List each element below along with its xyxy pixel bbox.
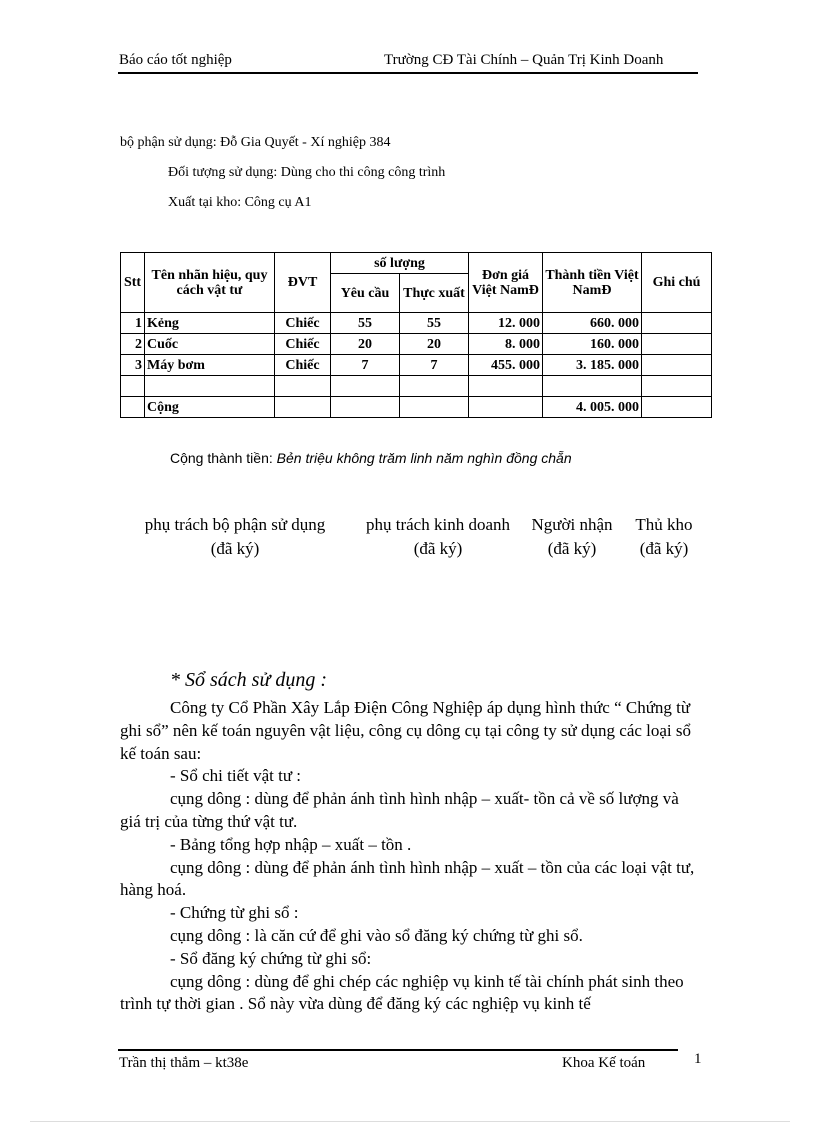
table-total-row [121,397,712,418]
footer-rule [118,1049,678,1051]
signature-title: phụ trách kinh doanh [366,515,510,534]
item-title: - Sổ đăng ký chứng từ ghi sổ: [170,948,372,968]
signature-title: Thủ kho [635,515,693,534]
cell-price: 12. 000 [469,313,543,334]
footer-right: Khoa Kế toán [562,1055,646,1071]
item-desc: cụng dông : dùng để phản ánh tình hình nhập – xuất – tồn của các loại vật tư, hàng hoá. [120,857,695,900]
signature-block [357,513,519,561]
header-stt: Stt [121,253,145,313]
cell-actual: 7 [400,355,469,376]
amount-words-label: Cộng thành tiền: [170,450,273,466]
signature-status: (đã ký) [547,539,597,558]
signature-title: phụ trách bộ phận sử dụng [144,515,326,534]
cell-actual: 20 [400,334,469,355]
total-amount: 4. 005. 000 [543,397,642,418]
header-note: Ghi chú [642,253,712,313]
signature-block [628,513,700,561]
signature-status: (đã ký) [413,539,463,558]
section-intro: Công ty Cổ Phần Xây Lắp Điện Công Nghiệp áp dụng hình thức “ Chứng từ ghi sổ” nên kế toán nguyên vật liệu, công cụ dông cụ tại công ty sử dụng các loại sổ kế toán sau: [120,698,692,763]
item-desc: cụng dông : là căn cứ để ghi vào sổ đăng ký chứng từ ghi sổ. [170,925,583,945]
cell-note [642,355,712,376]
cell-note [642,313,712,334]
item-title: - Sổ chi tiết vật tư : [170,766,302,786]
header-qty-actual: Thực xuất [400,274,469,313]
cell-price: 8. 000 [469,334,543,355]
cell-stt: 3 [121,355,145,376]
cell-unit: Chiếc [275,355,331,376]
cell-stt: 1 [121,313,145,334]
cell-amount: 660. 000 [543,313,642,334]
header-qty: số lượng [331,253,469,274]
footer-left: Trần thị thắm – kt38e [119,1055,249,1071]
cell-price: 455. 000 [469,355,543,376]
cell-req: 55 [331,313,400,334]
cell-unit: Chiếc [275,313,331,334]
total-label: Cộng [145,397,275,418]
cell-req: 20 [331,334,400,355]
cell-actual: 55 [400,313,469,334]
cell-req: 7 [331,355,400,376]
header-unit: ĐVT [275,253,331,313]
info-line-3: Xuất tại kho: Công cụ A1 [168,195,312,210]
table-header-row [121,253,712,274]
signature-block [135,513,335,561]
cell-amount: 160. 000 [543,334,642,355]
signature-block [526,513,618,561]
signature-title: Người nhận [531,515,613,534]
header-qty-req: Yêu cầu [331,274,400,313]
cell-note [642,334,712,355]
signature-status: (đã ký) [639,539,689,558]
header-rule [118,72,698,74]
header-right: Trường CĐ Tài Chính – Quản Trị Kinh Doanh [384,52,664,68]
cell-unit: Chiếc [275,334,331,355]
item-title: - Bảng tổng hợp nhập – xuất – tồn . [170,834,412,854]
header-name: Tên nhãn hiệu, quy cách vật tư [145,253,275,313]
cell-name: Cuốc [145,334,275,355]
table-row [121,313,712,334]
item-title: - Chứng từ ghi sổ : [170,903,299,923]
cell-name: Kẻng [145,313,275,334]
amount-words-value: Bẻn triệu không trăm linh năm nghìn đồng chẵn [276,450,572,466]
info-line-2: Đối tượng sử dụng: Dùng cho thi công công trình [168,165,446,180]
table-row [121,334,712,355]
page-number: 1 [694,1051,702,1067]
amount-in-words [170,450,572,466]
page-edge [30,1121,790,1122]
item-desc: cụng dông : dùng để phản ánh tình hình nhập – xuất- tồn cả về số lượng và giá trị của từng thứ vật tư. [120,789,679,831]
header-left: Báo cáo tốt nghiệp [119,52,232,68]
cell-amount: 3. 185. 000 [543,355,642,376]
table-empty-row [121,376,712,397]
signature-status: (đã ký) [210,539,260,558]
section-body [120,697,698,1016]
info-line-1: bộ phận sử dụng: Đỗ Gia Quyết - Xí nghiệp 384 [120,135,391,150]
table-row [121,355,712,376]
cell-stt: 2 [121,334,145,355]
header-amount: Thành tiền Việt NamĐ [543,253,642,313]
cell-name: Máy bơm [145,355,275,376]
header-price: Đơn giá Việt NamĐ [469,253,543,313]
materials-table [120,252,712,418]
section-heading: * Sổ sách sử dụng : [170,669,328,691]
item-desc: cụng dông : dùng để ghi chép các nghiệp vụ kinh tế tài chính phát sinh theo trình tự thời gian . Sổ này vừa dùng để đăng ký các nghiệp vụ kinh tế [120,971,684,1014]
